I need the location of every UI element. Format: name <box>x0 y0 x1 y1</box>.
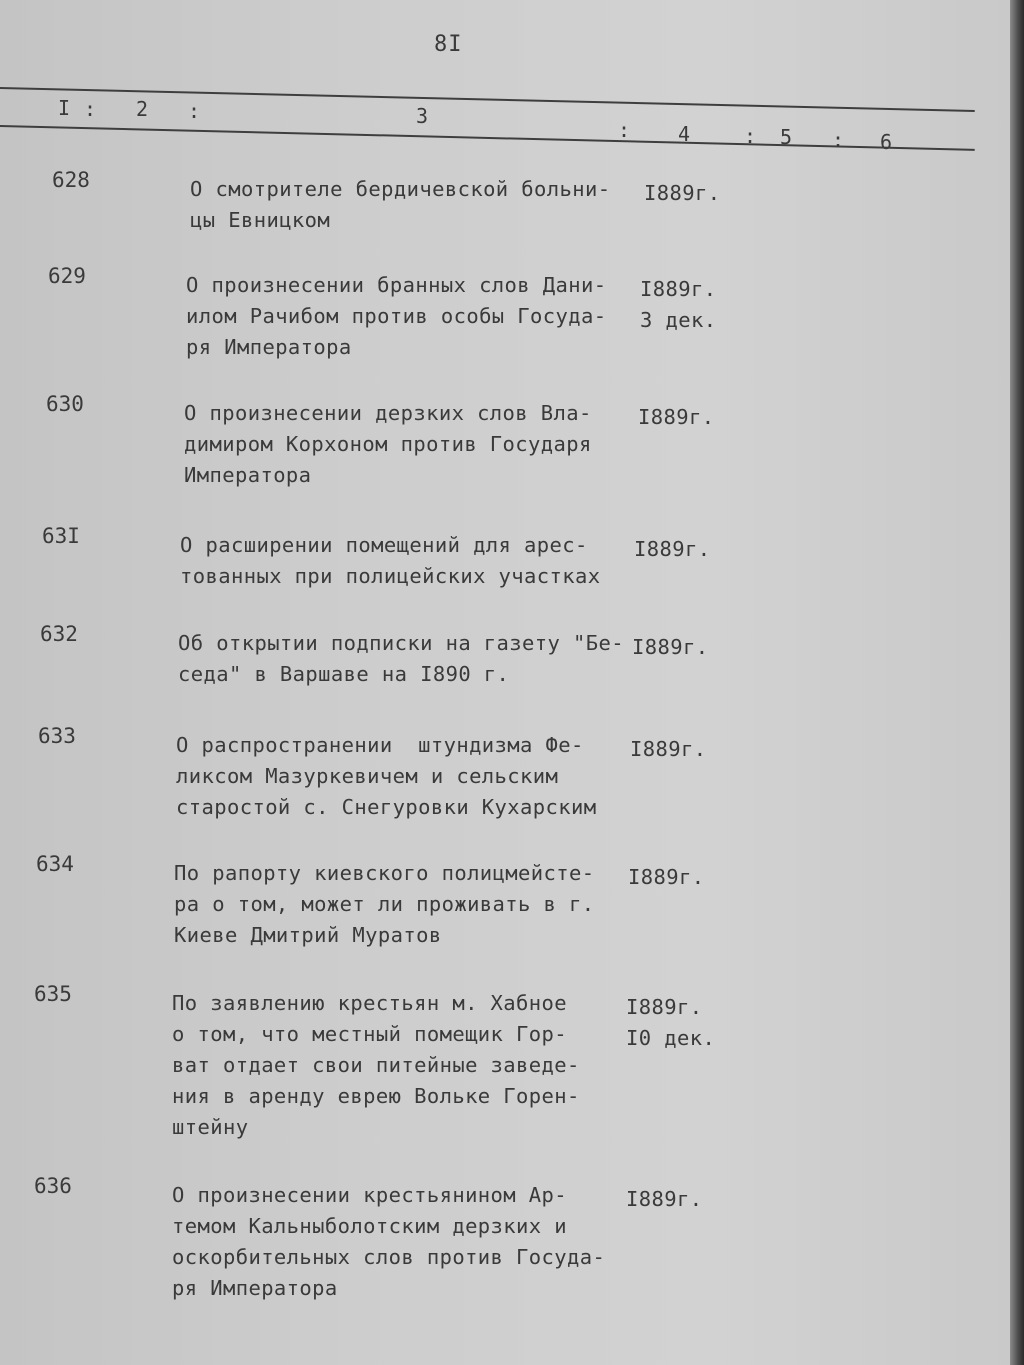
column-header-2: 2 <box>136 97 149 121</box>
entry-number: 63I <box>42 524 80 548</box>
entry-number: 628 <box>52 168 90 192</box>
column-header-3: 3 <box>416 104 429 128</box>
page-number: 8I <box>434 32 463 57</box>
entry-number: 635 <box>34 982 72 1006</box>
entry-number: 629 <box>48 264 86 288</box>
entry-number: 634 <box>36 852 74 876</box>
entry-description: Об открытии подписки на газету "Бе- седа" в Варшаве на I890 г. <box>178 631 624 686</box>
column-separator: : <box>84 97 97 121</box>
entry-number: 633 <box>38 724 76 748</box>
entry-number: 630 <box>46 392 84 416</box>
entry-date: I889г. <box>644 181 721 205</box>
entry-date: I889г. <box>626 1187 703 1211</box>
entry-date: I889г. 3 дек. <box>640 277 717 332</box>
entry-description: По рапорту киевского полицмейсте- ра о том, может ли проживать в г. Киеве Дмитрий Муратов <box>174 861 595 947</box>
entry-description: По заявлению крестьян м. Хабное о том, что местный помещик Гор- ват отдает свои питейные заведе- ния в аренду еврею Вольке Горен- штейну <box>172 991 580 1139</box>
column-separator: : <box>618 118 631 142</box>
page-edge-shadow <box>1010 0 1024 1365</box>
column-separator: : <box>832 128 845 152</box>
column-header-1: I <box>58 96 71 120</box>
column-header-6: 6 <box>880 130 893 154</box>
column-separator: : <box>744 124 757 148</box>
entry-date: I889г. <box>632 635 709 659</box>
entry-description: О распространении штундизма Фе- ликсом Мазуркевичем и сельским старостой с. Снегуровки Кухарским <box>176 733 597 819</box>
entry-date: I889г. <box>630 737 707 761</box>
entry-number: 636 <box>34 1174 72 1198</box>
entry-number: 632 <box>40 622 78 646</box>
entry-description: О произнесении дерзких слов Вла- димиром Корхоном против Государя Императора <box>184 401 592 487</box>
header-rule-bottom <box>0 125 975 151</box>
entry-date: I889г. <box>628 865 705 889</box>
entry-description: О произнесении бранных слов Дани- илом Рачибом против особы Госуда- ря Императора <box>186 273 607 359</box>
column-header-5: 5 <box>780 125 793 149</box>
entry-description: О расширении помещений для арес- тованных при полицейских участках <box>180 533 601 588</box>
entry-date: I889г. I0 дек. <box>626 995 716 1050</box>
column-separator: : <box>188 99 201 123</box>
entry-date: I889г. <box>634 537 711 561</box>
entry-description: О смотрителе бердичевской больни- цы Евницком <box>190 177 611 232</box>
entry-description: О произнесении крестьянином Ар- темом Кальныболотским дерзких и оскорбительных слов против Госуда- ря Императора <box>172 1183 606 1300</box>
column-header-4: 4 <box>678 122 691 146</box>
entry-date: I889г. <box>638 405 715 429</box>
